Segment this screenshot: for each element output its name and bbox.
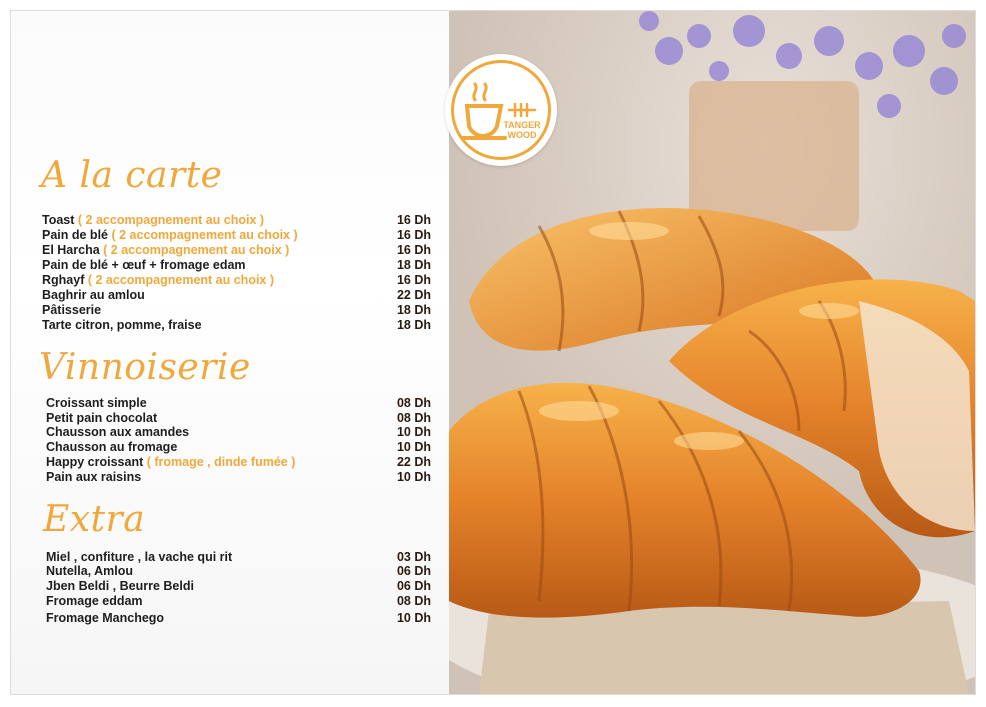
item-price: 16 Dh [396,213,431,227]
menu-item [11,318,431,333]
menu-item [11,258,431,273]
menu-item [11,440,431,455]
item-name: Happy croissant [46,455,144,469]
item-name: Pain de blé [42,228,108,242]
menu-item [11,213,431,228]
item-price: 03 Dh [396,550,431,564]
menu-item [11,550,431,565]
logo-text-line1: TANGER [503,120,541,130]
item-price: 10 Dh [396,470,431,484]
menu-item [11,303,431,318]
section-title-vinnoiserie: Vinnoiserie [39,347,251,388]
menu-item [11,273,431,288]
item-price: 16 Dh [396,243,431,257]
item-accompaniment: ( 2 accompagnement au choix ) [111,228,298,242]
menu-item [11,594,431,609]
menu-item [11,564,431,579]
item-price: 22 Dh [396,288,431,302]
item-price: 16 Dh [396,273,431,287]
item-price: 22 Dh [396,455,431,469]
item-price: 18 Dh [396,318,431,332]
item-name: Toast [42,213,75,227]
menu-page [10,10,976,695]
section-title-extra: Extra [43,499,146,540]
menu-item [11,470,431,485]
item-price: 08 Dh [396,411,431,425]
item-name: Pain aux raisins [46,470,142,484]
menu-item [11,611,431,626]
menu-panel [11,11,449,694]
item-name: Fromage eddam [46,594,143,608]
item-name: Tarte citron, pomme, fraise [42,318,202,332]
item-accompaniment: ( fromage , dinde fumée ) [146,455,296,469]
item-name: El Harcha [42,243,100,257]
menu-item [11,288,431,303]
menu-item [11,425,431,440]
item-price: 10 Dh [396,425,431,439]
item-name: Miel , confiture , la vache qui rit [46,550,233,564]
item-accompaniment: ( 2 accompagnement au choix ) [103,243,290,257]
item-name: Rghayf [42,273,85,287]
item-name: Pâtisserie [42,303,102,317]
menu-item [11,396,431,411]
item-price: 16 Dh [396,228,431,242]
item-name: Chausson au fromage [46,440,178,454]
item-name: Fromage Manchego [46,611,165,625]
item-name: Jben Beldi , Beurre Beldi [46,579,194,593]
item-price: 08 Dh [396,396,431,410]
menu-item [11,455,431,470]
item-price: 06 Dh [396,579,431,593]
item-name: Baghrir au amlou [42,288,145,302]
item-name: Nutella, Amlou [46,564,134,578]
cup-icon [445,54,557,166]
menu-item [11,579,431,594]
item-accompaniment: ( 2 accompagnement au choix ) [87,273,275,287]
item-price: 10 Dh [396,440,431,454]
menu-item [11,411,431,426]
item-price: 08 Dh [396,594,431,608]
item-name: Petit pain chocolat [46,411,158,425]
menu-item [11,243,431,258]
item-name: Pain de blé + œuf + fromage edam [42,258,246,272]
restaurant-logo [445,54,557,166]
item-price: 18 Dh [396,303,431,317]
item-accompaniment: ( 2 accompagnement au choix ) [77,213,265,227]
item-name: Croissant simple [46,396,147,410]
menu-item [11,228,431,243]
item-price: 06 Dh [396,564,431,578]
item-name: Chausson aux amandes [46,425,190,439]
section-title-a-la-carte: A la carte [41,155,223,196]
item-price: 10 Dh [396,611,431,625]
item-price: 18 Dh [396,258,431,272]
logo-text-line2: WOOD [507,130,537,140]
